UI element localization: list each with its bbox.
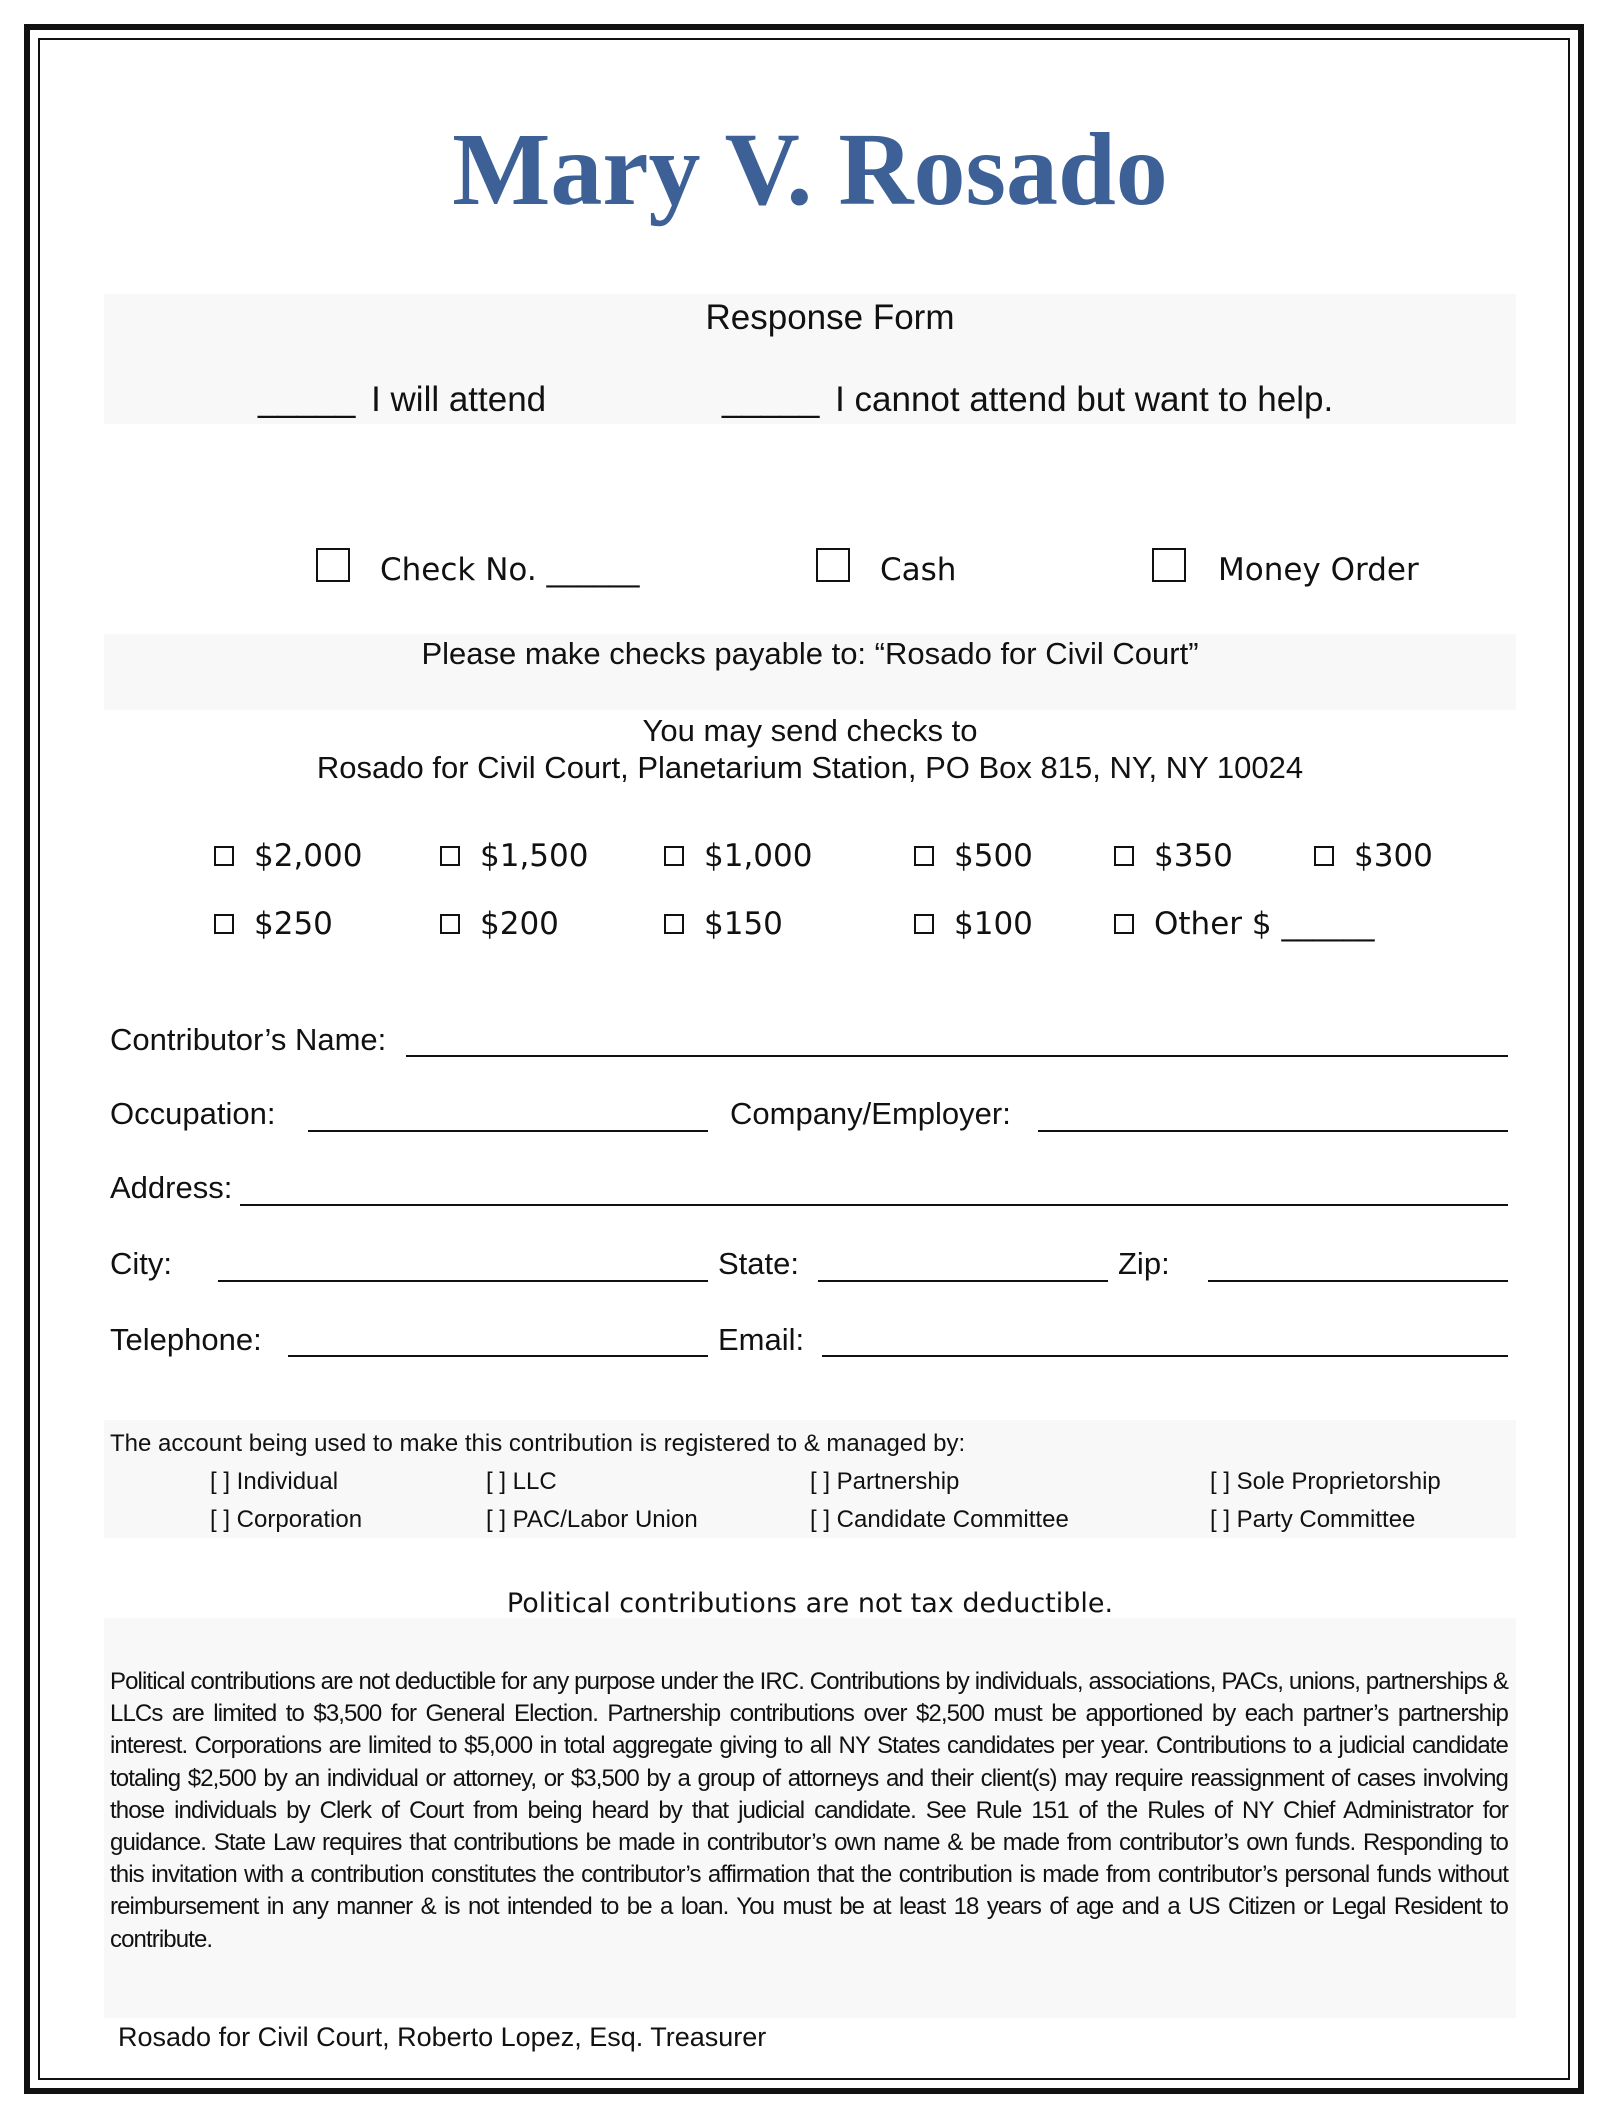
- amount-1000-checkbox[interactable]: [664, 846, 684, 866]
- amount-350-checkbox[interactable]: [1114, 846, 1134, 866]
- amount-other-checkbox[interactable]: [1114, 914, 1134, 934]
- account-intro: The account being used to make this contribution is registered to & managed by:: [110, 1430, 966, 1457]
- candidate-name-title: Mary V. Rosado: [452, 112, 1168, 227]
- amount-350-label: $350: [1154, 838, 1233, 874]
- amount-2000-checkbox[interactable]: [214, 846, 234, 866]
- occupation-field[interactable]: [308, 1130, 708, 1132]
- account-option-pac-labor-union[interactable]: [ ] PAC/Labor Union: [486, 1506, 698, 1533]
- legal-disclaimer: Political contributions are not deductible for any purpose under the IRC. Contributions by individuals, associations, PACs, unions, partnerships & LLCs are limited to $3,500 for General Election. Partnership contributions over $2,500 must be apportioned by each partner’s partnership interest. Corporations are limited to $5,000 in total aggregate giving to all NY States candidates per year. Contributions to a judicial candidate totaling $2,500 by an individual or attorney, or $3,500 by a group of attorneys and their client(s) may require reassignment of cases involving those individuals by Clerk of Court from being heard by that judicial candidate. See Rule 151 of the Rules of NY Chief Administrator for guidance. State Law requires that contributions be made in contributor’s own name & be made from contributor’s own funds. Responding to this invitation with a contribution constitutes the contributor’s affirmation that the contribution is made from contributor’s personal funds without reimbursement in any manner & is not intended to be a loan. You must be at least 18 years of age and a US Citizen or Legal Resident to contribute.: [110, 1668, 1508, 1953]
- money-order-checkbox[interactable]: [1152, 548, 1186, 582]
- cannot-attend-label: I cannot attend but want to help.: [835, 380, 1334, 419]
- company-employer-field[interactable]: [1038, 1130, 1508, 1132]
- contributor-name-field[interactable]: [406, 1055, 1508, 1057]
- account-option-corporation[interactable]: [ ] Corporation: [210, 1506, 363, 1533]
- occupation-label: Occupation:: [110, 1096, 276, 1131]
- amount-other-blank[interactable]: ______: [1281, 906, 1375, 942]
- address-label: Address:: [110, 1170, 233, 1205]
- attend-blank[interactable]: _____: [258, 380, 356, 419]
- account-option-candidate-committee[interactable]: [ ] Candidate Committee: [810, 1506, 1069, 1533]
- payable-instruction: Please make checks payable to: “Rosado for Civil Court”: [421, 636, 1199, 671]
- not-tax-deductible-note: Political contributions are not tax deductible.: [506, 1588, 1114, 1619]
- address-field[interactable]: [240, 1204, 1508, 1206]
- state-label: State:: [718, 1246, 799, 1281]
- check-label: Check No. ______: [380, 552, 640, 588]
- city-field[interactable]: [218, 1280, 708, 1282]
- cannot-attend-blank[interactable]: _____: [722, 380, 820, 419]
- email-field[interactable]: [822, 1355, 1508, 1357]
- contributor-name-label: Contributor’s Name:: [110, 1022, 387, 1057]
- amount-300-label: $300: [1354, 838, 1433, 874]
- response-form-heading: Response Form: [705, 298, 955, 337]
- attend-option: [258, 380, 546, 420]
- cannot-attend-option: [722, 380, 1333, 420]
- cash-checkbox[interactable]: [816, 548, 850, 582]
- amount-1000-label: $1,000: [704, 838, 813, 874]
- amount-200-checkbox[interactable]: [440, 914, 460, 934]
- amount-150-label: $150: [704, 906, 783, 942]
- amount-250-checkbox[interactable]: [214, 914, 234, 934]
- account-option-partnership[interactable]: [ ] Partnership: [810, 1468, 960, 1495]
- account-option-party-committee[interactable]: [ ] Party Committee: [1210, 1506, 1416, 1533]
- telephone-label: Telephone:: [110, 1322, 262, 1357]
- amount-500-checkbox[interactable]: [914, 846, 934, 866]
- city-label: City:: [110, 1246, 172, 1281]
- account-option-sole-proprietorship[interactable]: [ ] Sole Proprietorship: [1210, 1468, 1441, 1495]
- amount-2000-label: $2,000: [254, 838, 363, 874]
- money-order-label: Money Order: [1218, 552, 1419, 588]
- check-checkbox[interactable]: [316, 548, 350, 582]
- amount-1500-label: $1,500: [480, 838, 589, 874]
- telephone-field[interactable]: [288, 1355, 708, 1357]
- amount-150-checkbox[interactable]: [664, 914, 684, 934]
- check-number-blank[interactable]: ______: [546, 552, 640, 588]
- attend-label: I will attend: [371, 380, 547, 419]
- amount-500-label: $500: [954, 838, 1033, 874]
- account-option-individual[interactable]: [ ] Individual: [210, 1468, 339, 1495]
- send-checks-line1: You may send checks to: [642, 713, 978, 748]
- zip-label: Zip:: [1118, 1246, 1170, 1281]
- treasurer-footer: Rosado for Civil Court, Roberto Lopez, Esq. Treasurer: [118, 2022, 767, 2052]
- zip-field[interactable]: [1208, 1280, 1508, 1282]
- amount-200-label: $200: [480, 906, 559, 942]
- cash-label: Cash: [880, 552, 957, 588]
- amount-300-checkbox[interactable]: [1314, 846, 1334, 866]
- state-field[interactable]: [818, 1280, 1108, 1282]
- amount-1500-checkbox[interactable]: [440, 846, 460, 866]
- account-option-llc[interactable]: [ ] LLC: [486, 1468, 557, 1495]
- company-employer-label: Company/Employer:: [730, 1096, 1011, 1131]
- amount-250-label: $250: [254, 906, 333, 942]
- amount-other-label: Other $ ______: [1154, 906, 1375, 942]
- amount-100-checkbox[interactable]: [914, 914, 934, 934]
- email-label: Email:: [718, 1322, 805, 1357]
- amount-100-label: $100: [954, 906, 1033, 942]
- send-checks-address: Rosado for Civil Court, Planetarium Station, PO Box 815, NY, NY 10024: [316, 750, 1304, 785]
